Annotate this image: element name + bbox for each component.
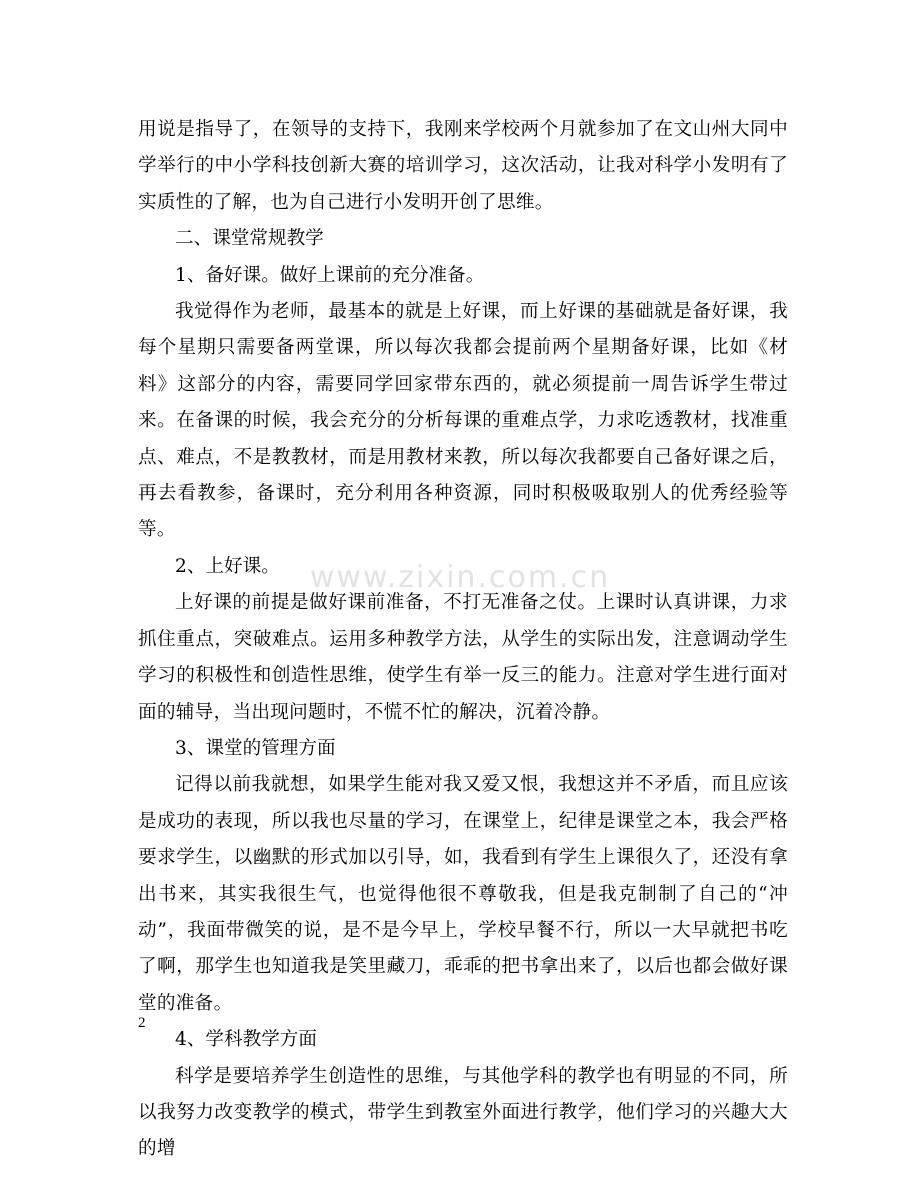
page-number: 2: [138, 1015, 146, 1031]
paragraph-subject-teaching: 科学是要培养学生创造性的思维，与其他学科的教学也有明显的不同，所以我努力改变教学的模式，带学生到教室外面进行教学，他们学习的兴趣大大的增: [138, 1065, 788, 1160]
subheading-3: 3、课堂的管理方面: [175, 737, 336, 759]
subheading-4: 4、学科教学方面: [175, 1029, 317, 1051]
watermark: www.zixin.com.cn: [309, 560, 611, 595]
section-heading-2: 二、课堂常规教学: [175, 228, 324, 250]
paragraph-1: 用说是指导了，在领导的支持下，我刚来学校两个月就参加了在文山州大同中学举行的中小学科技创新大赛的培训学习，这次活动，让我对科学小发明有了实质性的了解，也为自己进行小发明开创了思维。: [138, 119, 788, 213]
paragraph-classroom-management: 记得以前我就想，如果学生能对我又爱又恨，我想这并不矛盾，而且应该是成功的表现，所以我也尽量的学习，在课堂上，纪律是课堂之本，我会严格要求学生，以幽默的形式加以引导，如，我看到有学生上课很久了，还没有拿出书来，其实我很生气，也觉得他很不尊敬我，但是我克制制了自己的“冲动”，我面带微笑的说，是不是今早上，学校早餐不行，所以一大早就把书吃了啊，那学生也知道我是笑里藏刀，乖乖的把书拿出来了，以后也都会做好课堂的准备。: [138, 774, 788, 1014]
paragraph-teach-lesson: 上好课的前提是做好课前准备，不打无准备之仗。上课时认真讲课，力求抓住重点，突破难点。运用多种教学方法，从学生的实际出发，注意调动学生学习的积极性和创造性思维，使学生有举一反三的能力。注意对学生进行面对面的辅导，当出现问题时，不慌不忙的解决，沉着冷静。: [138, 592, 788, 723]
paragraph-prepare-lesson: 我觉得作为老师，最基本的就是上好课，而上好课的基础就是备好课，我每个星期只需要备两堂课，所以每次我都会提前两个星期备好课，比如《材料》这部分的内容，需要同学回家带东西的，就必须提前一周告诉学生带过来。在备课的时候，我会充分的分析每课的重难点学，力求吃透教材，找准重点、难点，不是教教材，而是用教材来教，所以每次我都要自己备好课之后，再去看教参，备课时，充分利用各种资源，同时积极吸取别人的优秀经验等等。: [138, 301, 788, 541]
document-body: [138, 112, 788, 1168]
subheading-2: 2、上好课。: [175, 555, 280, 577]
subheading-1: 1、备好课。做好上课前的充分准备。: [175, 264, 485, 286]
